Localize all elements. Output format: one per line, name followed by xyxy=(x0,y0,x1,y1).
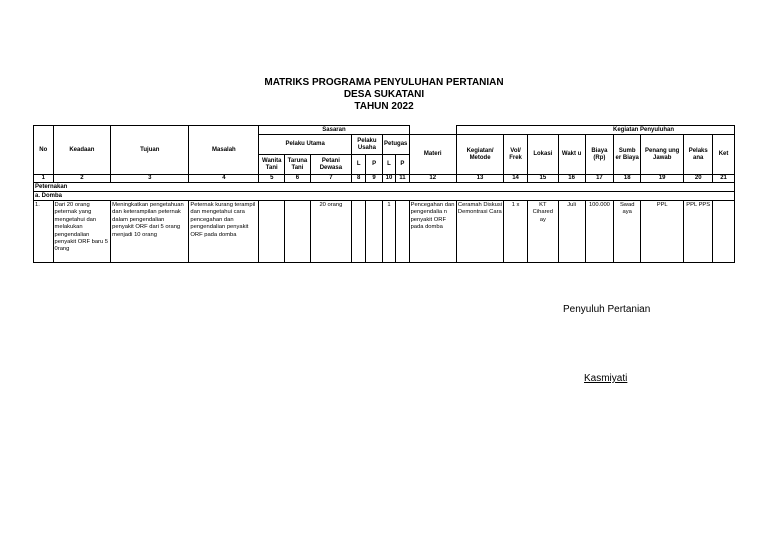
column-number: 19 xyxy=(641,175,684,183)
column-number: 11 xyxy=(396,175,409,183)
header-pelaku-utama: Pelaku Utama xyxy=(259,135,352,155)
cell-no: 1. xyxy=(34,201,54,263)
document-subtitle-year: TAHUN 2022 xyxy=(354,101,414,112)
cell-petani-dewasa: 20 orang xyxy=(310,201,351,263)
header-penanggung-jawab: Penang ung Jawab xyxy=(641,135,684,175)
section-domba: a. Domba xyxy=(34,192,735,201)
document-subtitle-village: DESA SUKATANI xyxy=(343,89,425,100)
signature-name: Kasmiyati xyxy=(584,373,628,384)
column-number: 10 xyxy=(382,175,395,183)
cell-penanggung: PPL xyxy=(641,201,684,263)
header-tujuan: Tujuan xyxy=(111,126,189,175)
column-number: 9 xyxy=(366,175,382,183)
cell-biaya: 100.000 xyxy=(585,201,614,263)
column-number: 7 xyxy=(310,175,351,183)
header-petugas: Petugas xyxy=(382,135,409,155)
header-taruna-tani: Taruna Tani xyxy=(285,155,311,175)
cell-usaha-l xyxy=(351,201,365,263)
cell-ket xyxy=(713,201,735,263)
header-keadaan: Keadaan xyxy=(53,126,111,175)
column-number: 15 xyxy=(527,175,558,183)
column-number: 17 xyxy=(585,175,614,183)
cell-waktu: Juli xyxy=(558,201,585,263)
column-number: 3 xyxy=(111,175,189,183)
column-number: 5 xyxy=(259,175,285,183)
section-peternakan: Peternakan xyxy=(34,183,735,192)
column-number: 4 xyxy=(189,175,259,183)
cell-pelaksana: PPL PPS xyxy=(684,201,713,263)
cell-kegiatan: Ceramah Diskusi Demontrasi Cara xyxy=(456,201,503,263)
cell-materi: Pencegahan dan pengendalia n penyakit ORF pada domba xyxy=(409,201,456,263)
header-materi: Materi xyxy=(409,135,456,175)
header-sasaran: Sasaran xyxy=(259,126,409,135)
table-row xyxy=(34,201,735,263)
cell-tujuan: Meningkatkan pengetahuan dan keterampilan peternak dalam pengendalian penyakit ORF dari 5 orang menjadi 10 orang xyxy=(111,201,189,263)
header-sumber-biaya: Sumb er Biaya xyxy=(614,135,641,175)
cell-vol: 1 x xyxy=(504,201,528,263)
cell-taruna-tani xyxy=(285,201,311,263)
header-waktu: Wakt u xyxy=(558,135,585,175)
column-number: 16 xyxy=(558,175,585,183)
column-number: 21 xyxy=(713,175,735,183)
header-biaya: Biaya (Rp) xyxy=(585,135,614,175)
column-number: 2 xyxy=(53,175,111,183)
cell-petugas-p xyxy=(396,201,409,263)
signature-role: Penyuluh Pertanian xyxy=(563,304,651,315)
cell-sumber: Swad aya xyxy=(614,201,641,263)
header-usaha-l: L xyxy=(351,155,365,175)
header-usaha-p: P xyxy=(366,155,382,175)
header-vol-frek: Vol/ Frek xyxy=(504,135,528,175)
cell-keadaan: Dari 20 orang peternak yang mengetahui dan melakukan pengendalian penyakit ORF baru 5 0rang xyxy=(53,201,111,263)
header-petugas-p: P xyxy=(396,155,409,175)
column-number: 18 xyxy=(614,175,641,183)
header-kegiatan-metode: Kegiatan/ Metode xyxy=(456,135,503,175)
column-number: 13 xyxy=(456,175,503,183)
cell-petugas-l: 1 xyxy=(382,201,395,263)
column-number: 6 xyxy=(285,175,311,183)
column-number: 14 xyxy=(504,175,528,183)
header-lokasi: Lokasi xyxy=(527,135,558,175)
cell-usaha-p xyxy=(366,201,382,263)
column-number: 8 xyxy=(351,175,365,183)
column-number: 1 xyxy=(34,175,54,183)
header-masalah: Masalah xyxy=(189,126,259,175)
column-number: 20 xyxy=(684,175,713,183)
header-petani-dewasa: Petani Dewasa xyxy=(310,155,351,175)
column-number: 12 xyxy=(409,175,456,183)
document-title: MATRIKS PROGRAMA PENYULUHAN PERTANIAN xyxy=(264,77,504,88)
cell-lokasi: KT Cihared ay xyxy=(527,201,558,263)
header-kegiatan-penyuluhan: Kegiatan Penyuluhan xyxy=(456,126,734,135)
header-pelaku-usaha: Pelaku Usaha xyxy=(351,135,382,155)
header-pelaksana: Pelaks ana xyxy=(684,135,713,175)
header-no: No xyxy=(34,126,54,175)
programa-matrix-table xyxy=(33,125,735,263)
header-ket: Ket xyxy=(713,135,735,175)
header-wanita-tani: Wanita Tani xyxy=(259,155,285,175)
cell-wanita-tani xyxy=(259,201,285,263)
header-petugas-l: L xyxy=(382,155,395,175)
cell-masalah: Peternak kurang terampil dan mengetahui cara pencegahan dan pengendalian penyakit ORF pada domba xyxy=(189,201,259,263)
